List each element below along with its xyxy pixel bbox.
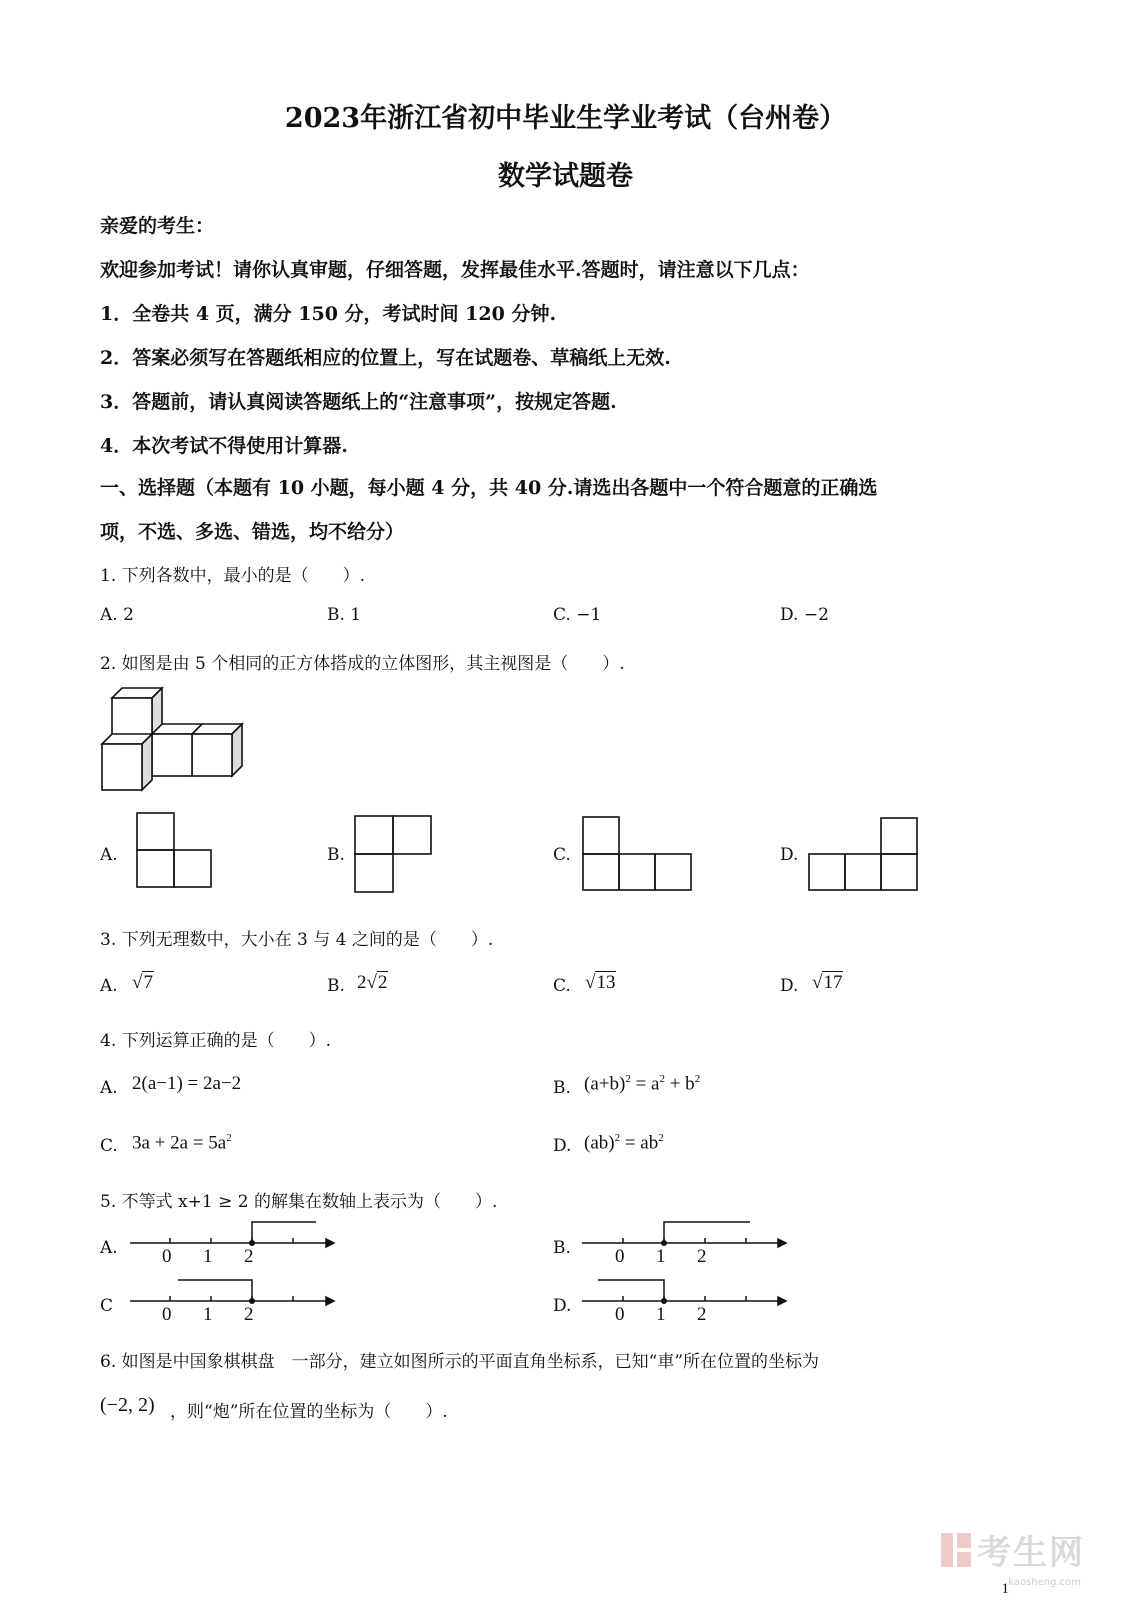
- q2-option-d-figure: [808, 817, 922, 893]
- q1-option-c: C. −1: [553, 605, 602, 625]
- instruction-item: 2．答案必须写在答题纸相应的位置上，写在试题卷、草稿纸上无效.: [100, 347, 671, 369]
- watermark-text: 考生网: [977, 1533, 1085, 1573]
- tick-label-2: 2: [697, 1246, 707, 1267]
- q4-option-c-math: [132, 1132, 232, 1154]
- section-heading: 一、选择题（本题有 10 小题，每小题 4 分，共 40 分.请选出各题中一个符合题意的正确选: [100, 477, 878, 499]
- tick-label-0: 0: [615, 1304, 625, 1325]
- exam-subtitle: 数学试题卷: [498, 161, 633, 192]
- watermark-logo-icon: [941, 1533, 971, 1567]
- instruction-item: 4．本次考试不得使用计算器.: [100, 435, 348, 457]
- q2-option-d-label: D.: [780, 845, 799, 865]
- tick-label-2: 2: [697, 1304, 707, 1325]
- q4-option-c-label: C.: [100, 1136, 118, 1156]
- exponent: 2: [659, 1073, 665, 1085]
- radicand: 7: [143, 972, 153, 993]
- question-6-stem-cont: ，则“炮”所在位置的坐标为（ ）.: [170, 1402, 448, 1422]
- question-3-stem: 3. 下列无理数中，大小在 3 与 4 之间的是（ ）.: [100, 930, 494, 950]
- sqrt-sign: √: [585, 972, 596, 993]
- question-5-stem: 5. 不等式 x+1 ≥ 2 的解集在数轴上表示为（ ）.: [100, 1192, 498, 1212]
- q1-option-d: D. −2: [780, 605, 829, 625]
- q1-option-b: B. 1: [327, 605, 362, 625]
- question-1-stem: 1. 下列各数中，最小的是（ ）.: [100, 566, 366, 586]
- question-2-stem: 2. 如图是由 5 个相同的正方体搭成的立体图形，其主视图是（ ）.: [100, 654, 625, 674]
- expression: 3a + 2a = 5a: [132, 1132, 227, 1154]
- exponent: 2: [694, 1073, 701, 1085]
- q4-option-d-math: [584, 1132, 664, 1154]
- tick-label-0: 0: [162, 1304, 172, 1325]
- q4-option-a-math: 2(a−1) = 2a−2: [132, 1073, 242, 1094]
- q3-option-c-label: C.: [553, 976, 571, 996]
- tick-label-1: 1: [656, 1246, 666, 1267]
- q3-option-c-math: [585, 972, 616, 994]
- q5-option-b-label: B.: [553, 1238, 571, 1258]
- radicand: 2: [377, 972, 388, 993]
- q2-option-c-label: C.: [553, 845, 571, 865]
- tick-label-1: 1: [203, 1246, 213, 1267]
- sqrt-sign: √: [366, 972, 377, 993]
- sqrt-sign: √: [812, 972, 823, 993]
- question-4-stem: 4. 下列运算正确的是（ ）.: [100, 1031, 332, 1051]
- exponent: 2: [625, 1073, 631, 1085]
- tick-label-0: 0: [615, 1246, 625, 1267]
- q5-option-d-number-line: [578, 1274, 790, 1330]
- greeting: 亲爱的考生：: [100, 215, 215, 237]
- q5-option-a-number-line: [126, 1216, 336, 1272]
- sqrt-sign: √: [132, 972, 143, 993]
- q4-option-b-label: B.: [553, 1078, 571, 1098]
- q3-option-a-math: [132, 972, 154, 994]
- base: (a+b): [584, 1073, 626, 1095]
- q5-option-d-label: D.: [553, 1296, 572, 1316]
- watermark: [941, 1525, 1085, 1574]
- exponent: 2: [658, 1132, 664, 1144]
- q2-option-c-figure: [582, 816, 696, 892]
- q4-option-d-label: D.: [553, 1136, 572, 1156]
- instruction-item: 3．答题前，请认真阅读答题纸上的“注意事项”，按规定答题.: [100, 391, 617, 413]
- tick-label-1: 1: [203, 1304, 213, 1325]
- q5-option-c-label: C: [100, 1296, 114, 1316]
- q2-option-b-label: B.: [327, 845, 345, 865]
- cube-solid-figure: [100, 686, 250, 794]
- q6-coordinate: (−2, 2): [100, 1394, 155, 1416]
- exponent: 2: [226, 1132, 232, 1144]
- q4-option-a-label: A.: [100, 1078, 118, 1098]
- tick-label-0: 0: [162, 1246, 172, 1267]
- tick-label-2: 2: [244, 1246, 254, 1267]
- q3-option-a-label: A.: [100, 976, 118, 996]
- q4-option-b-math: [584, 1073, 700, 1095]
- watermark-subtext: kaosheng.com: [1008, 1577, 1081, 1588]
- exponent: 2: [614, 1132, 621, 1144]
- base: (ab): [584, 1132, 615, 1154]
- instruction-item: 1．全卷共 4 页，满分 150 分，考试时间 120 分钟.: [100, 303, 557, 325]
- question-6-stem: 6. 如图是中国象棋棋盘 一部分，建立如图所示的平面直角坐标系，已知“車”所在位置的坐标为: [100, 1352, 820, 1372]
- q2-option-a-figure: [136, 812, 214, 888]
- tick-label-2: 2: [244, 1304, 254, 1325]
- q3-option-b-math: [357, 972, 388, 994]
- radicand: 13: [596, 972, 616, 993]
- rhs-term: = ab: [620, 1132, 659, 1154]
- rhs-term: + b: [664, 1073, 695, 1095]
- q3-option-b-label: B.: [327, 976, 345, 996]
- welcome-text: 欢迎参加考试！请你认真审题，仔细答题，发挥最佳水平.答题时，请注意以下几点：: [100, 259, 810, 281]
- q5-option-a-label: A.: [100, 1238, 118, 1258]
- q1-option-a: A. 2: [100, 605, 134, 625]
- q3-option-d-label: D.: [780, 976, 799, 996]
- section-heading-cont: 项，不选、多选、错选，均不给分）: [100, 521, 405, 543]
- coefficient: 2: [357, 972, 367, 993]
- exam-title: 2023年浙江省初中毕业生学业考试（台州卷）: [284, 103, 847, 134]
- radicand: 17: [823, 972, 843, 993]
- page-number: 1: [1001, 1581, 1009, 1597]
- q2-option-a-label: A.: [100, 845, 118, 865]
- tick-label-1: 1: [656, 1304, 666, 1325]
- q2-option-b-figure: [354, 815, 434, 895]
- q5-option-c-number-line: [126, 1274, 336, 1330]
- rhs-term: = a: [630, 1073, 660, 1095]
- q5-option-b-number-line: [578, 1216, 790, 1272]
- q3-option-d-math: [812, 972, 843, 994]
